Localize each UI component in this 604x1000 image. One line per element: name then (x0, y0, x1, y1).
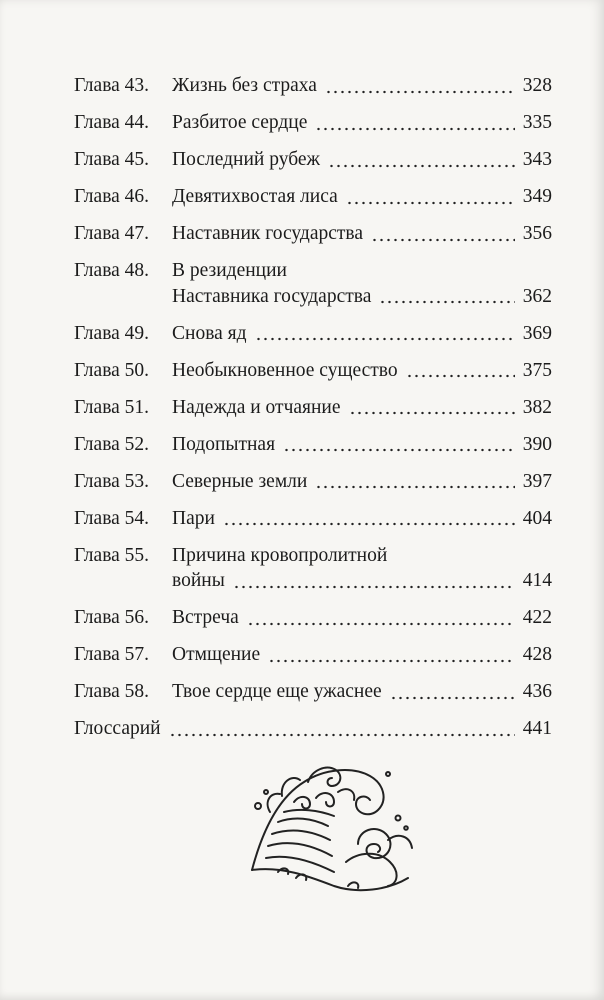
chapter-title: Снова яд (172, 322, 247, 344)
dot-leader (349, 411, 515, 415)
toc-leader-line (172, 605, 552, 630)
dot-leader (255, 337, 515, 341)
dot-leader (379, 300, 514, 304)
toc-leader-line (172, 221, 552, 246)
page-number: 375 (522, 359, 552, 381)
toc-entry (74, 605, 552, 631)
page-number: 328 (522, 75, 552, 96)
toc-leader-line (172, 321, 552, 346)
chapter-title: Разбитое сердце (172, 112, 308, 133)
chapter-label: Глава 52. (74, 433, 150, 455)
chapter-title: Отмщение (172, 644, 261, 665)
chapter-label: Глава 48. (74, 260, 150, 281)
toc-leader-line (172, 147, 552, 172)
toc-entry (74, 73, 552, 99)
dot-leader (346, 201, 515, 205)
dot-leader (371, 238, 515, 242)
dot-leader (390, 696, 515, 700)
toc-entry (74, 321, 552, 347)
wave-icon (238, 752, 422, 894)
chapter-title: Твое сердце еще ужаснее (172, 681, 382, 702)
toc-leader-line (172, 110, 552, 135)
chapter-title: Встреча (172, 607, 239, 628)
dot-leader (283, 448, 515, 452)
chapter-title: Наставника государства (172, 285, 372, 307)
page-number: 349 (522, 186, 552, 207)
chapter-title: Наставник государства (172, 223, 364, 244)
chapter-title: В резиденции (172, 260, 287, 281)
dot-leader (233, 585, 515, 589)
page-number: 369 (522, 322, 552, 344)
dot-leader (328, 164, 515, 168)
page-number: 335 (522, 112, 552, 133)
toc-entry (74, 395, 552, 421)
chapter-title: Необыкновенное существо (172, 359, 398, 381)
page-number: 422 (522, 607, 552, 628)
chapter-label: Глава 50. (74, 359, 150, 381)
chapter-title: Жизнь без страха (172, 75, 317, 96)
toc-entry (74, 679, 552, 705)
chapter-label: Глава 56. (74, 607, 150, 628)
toc-entry (74, 432, 552, 458)
toc-entry (74, 358, 552, 384)
toc-leader-line (172, 568, 552, 593)
toc-entry (74, 221, 552, 247)
toc-leader-line (172, 73, 552, 98)
chapter-label: Глава 43. (74, 75, 150, 96)
dot-leader (247, 622, 515, 626)
toc-entry (74, 258, 552, 309)
page-number: 362 (522, 285, 552, 307)
toc-leader-line (172, 506, 552, 531)
toc-leader-line (172, 469, 552, 494)
chapter-title: Пари (172, 507, 215, 529)
chapter-label: Глава 54. (74, 507, 150, 529)
toc-leader-line (172, 184, 552, 209)
page-number: 404 (522, 507, 552, 529)
chapter-title: Надежда и отчаяние (172, 396, 341, 418)
dot-leader (325, 90, 515, 94)
chapter-label: Глава 46. (74, 186, 150, 207)
chapter-title: Причина кровопролитной (172, 544, 388, 566)
chapter-title: Подопытная (172, 433, 276, 455)
toc-leader-line (172, 432, 552, 457)
dot-leader (169, 733, 515, 737)
chapter-title: Глоссарий (74, 718, 161, 739)
dot-leader (268, 659, 515, 663)
toc-entry (74, 147, 552, 173)
toc-leader-line (172, 642, 552, 667)
toc-leader-line (172, 358, 552, 383)
page-number: 356 (522, 223, 552, 244)
chapter-label: Глава 51. (74, 396, 150, 418)
toc-leader-line (172, 284, 552, 309)
page-number: 397 (522, 470, 552, 492)
toc-entry (74, 543, 552, 594)
chapter-label: Глава 57. (74, 644, 150, 665)
chapter-label: Глава 45. (74, 149, 150, 170)
toc-entry (74, 469, 552, 495)
toc-leader-line (74, 716, 552, 741)
toc-entry (74, 184, 552, 210)
chapter-label: Глава 55. (74, 544, 150, 566)
toc-entry (74, 110, 552, 136)
page-number: 390 (522, 433, 552, 455)
chapter-label: Глава 49. (74, 322, 150, 344)
page-number: 441 (522, 718, 552, 739)
dot-leader (315, 127, 514, 131)
page-number: 343 (522, 149, 552, 170)
dot-leader (406, 374, 515, 378)
page-number: 428 (522, 644, 552, 665)
chapter-title: Девятихвостая лиса (172, 186, 338, 207)
dot-leader (315, 485, 514, 489)
page-number: 382 (522, 396, 552, 418)
toc-entry (74, 642, 552, 668)
chapter-label: Глава 44. (74, 112, 150, 133)
page-number: 436 (522, 681, 552, 702)
chapter-label: Глава 47. (74, 223, 150, 244)
chapter-label: Глава 53. (74, 470, 150, 492)
chapter-title: Последний рубеж (172, 149, 320, 170)
toc-leader-line (172, 395, 552, 420)
chapter-title: Северные земли (172, 470, 308, 492)
page-number: 414 (522, 570, 552, 591)
chapter-label: Глава 58. (74, 681, 150, 702)
toc-leader-line (172, 679, 552, 704)
dot-leader (223, 522, 515, 526)
toc-entry (74, 506, 552, 532)
chapter-title: войны (172, 570, 225, 591)
